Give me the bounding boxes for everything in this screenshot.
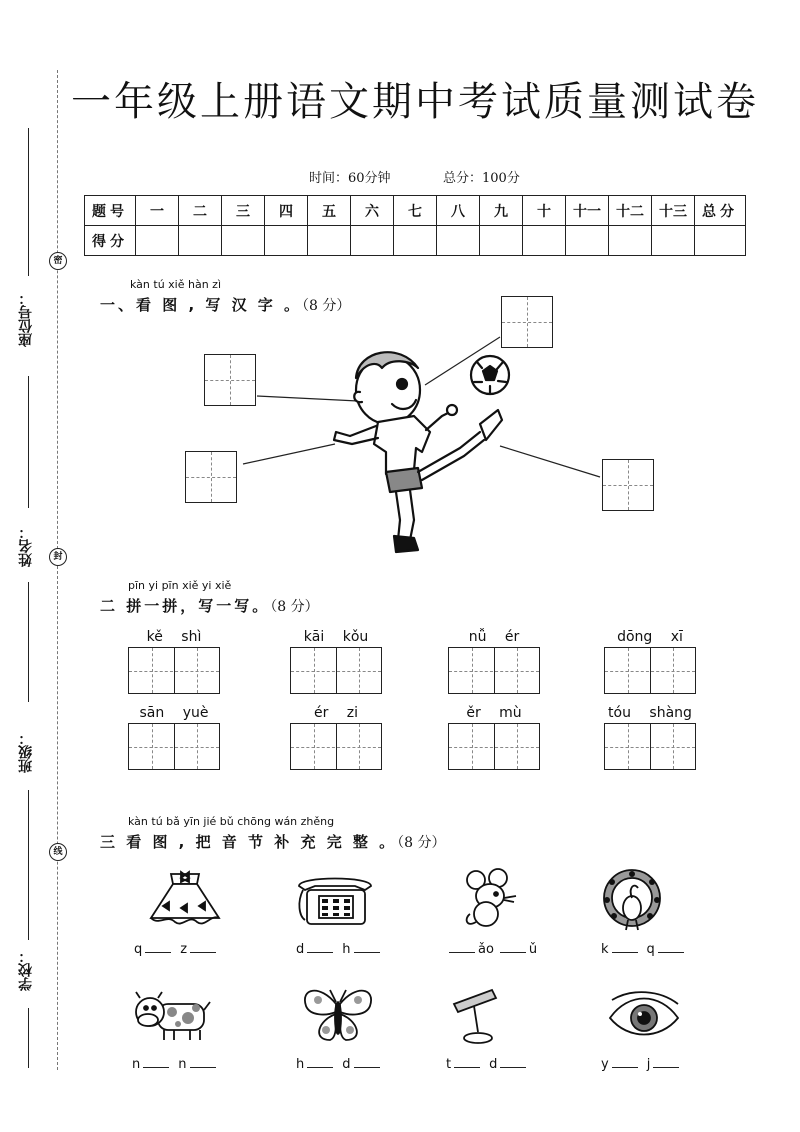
word-write-box[interactable] [128, 647, 220, 694]
blank-line[interactable] [449, 952, 475, 953]
seat-number-label: 座位号： [18, 291, 34, 347]
column-head-cell: 十 [523, 196, 566, 226]
page-title: 一年级上册语文期中考试质量测试卷 [71, 79, 759, 125]
syllable-fill-eye: y j [601, 1057, 682, 1072]
section2-title [100, 595, 319, 616]
blank-line[interactable] [658, 952, 684, 953]
column-head-cell: 八 [437, 196, 480, 226]
column-head-cell: 三 [222, 196, 265, 226]
column-head-cell: 五 [308, 196, 351, 226]
word-write-box[interactable] [128, 723, 220, 770]
column-head-cell: 四 [265, 196, 308, 226]
word-write-box[interactable] [604, 723, 696, 770]
syllable-fill-peacock: k q [601, 942, 687, 957]
cow-picture [132, 988, 212, 1044]
column-head-cell: 二 [179, 196, 222, 226]
section2-title-text: 二 拼一拼，写一写。 [100, 597, 271, 615]
section1-title-text: 一、看 图 , 写 汉 字 。 [100, 296, 303, 314]
word-pinyin: nǚ ér [468, 629, 520, 645]
section3-title-text: 三 看 图 , 把 音 节 补 充 完 整 。 [100, 833, 398, 851]
blank-line[interactable] [190, 952, 216, 953]
word-pinyin: dōng xī [617, 629, 683, 645]
score-head-cell: 得分 [85, 226, 136, 256]
blank-line[interactable] [354, 952, 380, 953]
syllable-fill-skirt: q z [134, 942, 219, 957]
section2-pinyin: pīn yi pīn xiě yi xiě [128, 579, 232, 592]
blank-line[interactable] [354, 1067, 380, 1068]
column-head-cell: 十一 [566, 196, 609, 226]
row-head-cell: 题号 [85, 196, 136, 226]
syllable-fill-desk-lamp: t d [446, 1057, 529, 1072]
blank-line[interactable] [190, 1067, 216, 1068]
school-label: 学校： [18, 949, 34, 991]
word-write-box[interactable] [290, 723, 382, 770]
syllable-fill-mouse: ǎo ǔ [446, 942, 537, 957]
section3-pinyin: kàn tú bǎ yīn jié bǔ chōng wán zhěng [128, 815, 335, 828]
column-head-cell: 七 [394, 196, 437, 226]
blank-line[interactable] [500, 952, 526, 953]
blank-line[interactable] [612, 952, 638, 953]
column-head-cell: 一 [136, 196, 179, 226]
column-head-cell: 十三 [652, 196, 695, 226]
blank-line[interactable] [143, 1067, 169, 1068]
word-pinyin: ér zi [313, 705, 359, 721]
total-score: 总分：100分 [443, 171, 520, 186]
word-write-box[interactable] [604, 647, 696, 694]
column-head-cell: 六 [351, 196, 394, 226]
column-head-cell: 十二 [609, 196, 652, 226]
boy-kicking-ball-illustration [330, 340, 520, 555]
section3-points: （8 分） [397, 835, 446, 851]
blank-line[interactable] [307, 1067, 333, 1068]
eye-picture [608, 990, 680, 1042]
name-label: 姓名： [18, 525, 34, 567]
write-box-hand[interactable] [185, 451, 237, 503]
telephone-picture [295, 872, 375, 928]
blank-line[interactable] [307, 952, 333, 953]
column-head-cell: 总分 [695, 196, 746, 226]
blank-line[interactable] [653, 1067, 679, 1068]
blank-line[interactable] [454, 1067, 480, 1068]
mouse-picture [462, 868, 522, 930]
word-write-box[interactable] [448, 723, 540, 770]
word-pinyin: sān yuè [139, 705, 209, 721]
section1-pinyin: kàn tú xiě hàn zì [130, 278, 222, 291]
word-pinyin: tóu shàng [608, 705, 692, 721]
word-pinyin: kě shì [146, 629, 202, 645]
section3-title [100, 831, 446, 852]
exam-time: 时间：60分钟 [309, 171, 391, 186]
blank-line[interactable] [145, 952, 171, 953]
butterfly-picture [300, 984, 376, 1046]
seal-mark-top: 密 [49, 252, 67, 270]
seal-mark-middle: 封 [49, 548, 67, 566]
word-pinyin: ěr mù [466, 705, 522, 721]
skirt-picture [145, 868, 225, 930]
class-label: 班级： [18, 731, 34, 773]
word-write-box[interactable] [290, 647, 382, 694]
word-pinyin: kāi kǒu [303, 629, 369, 645]
write-box-head[interactable] [204, 354, 256, 406]
section1-points: （8 分） [302, 298, 351, 314]
blank-line[interactable] [612, 1067, 638, 1068]
peacock-picture [598, 868, 666, 932]
section2-points: （8 分） [270, 599, 319, 615]
syllable-fill-butterfly: h d [296, 1057, 383, 1072]
column-head-cell: 九 [480, 196, 523, 226]
seal-mark-bottom: 线 [49, 843, 67, 861]
desk-lamp-picture [448, 986, 504, 1046]
syllable-fill-telephone: d h [296, 942, 383, 957]
blank-line[interactable] [500, 1067, 526, 1068]
word-write-box[interactable] [448, 647, 540, 694]
syllable-fill-cow: n n [132, 1057, 219, 1072]
write-box-foot[interactable] [602, 459, 654, 511]
